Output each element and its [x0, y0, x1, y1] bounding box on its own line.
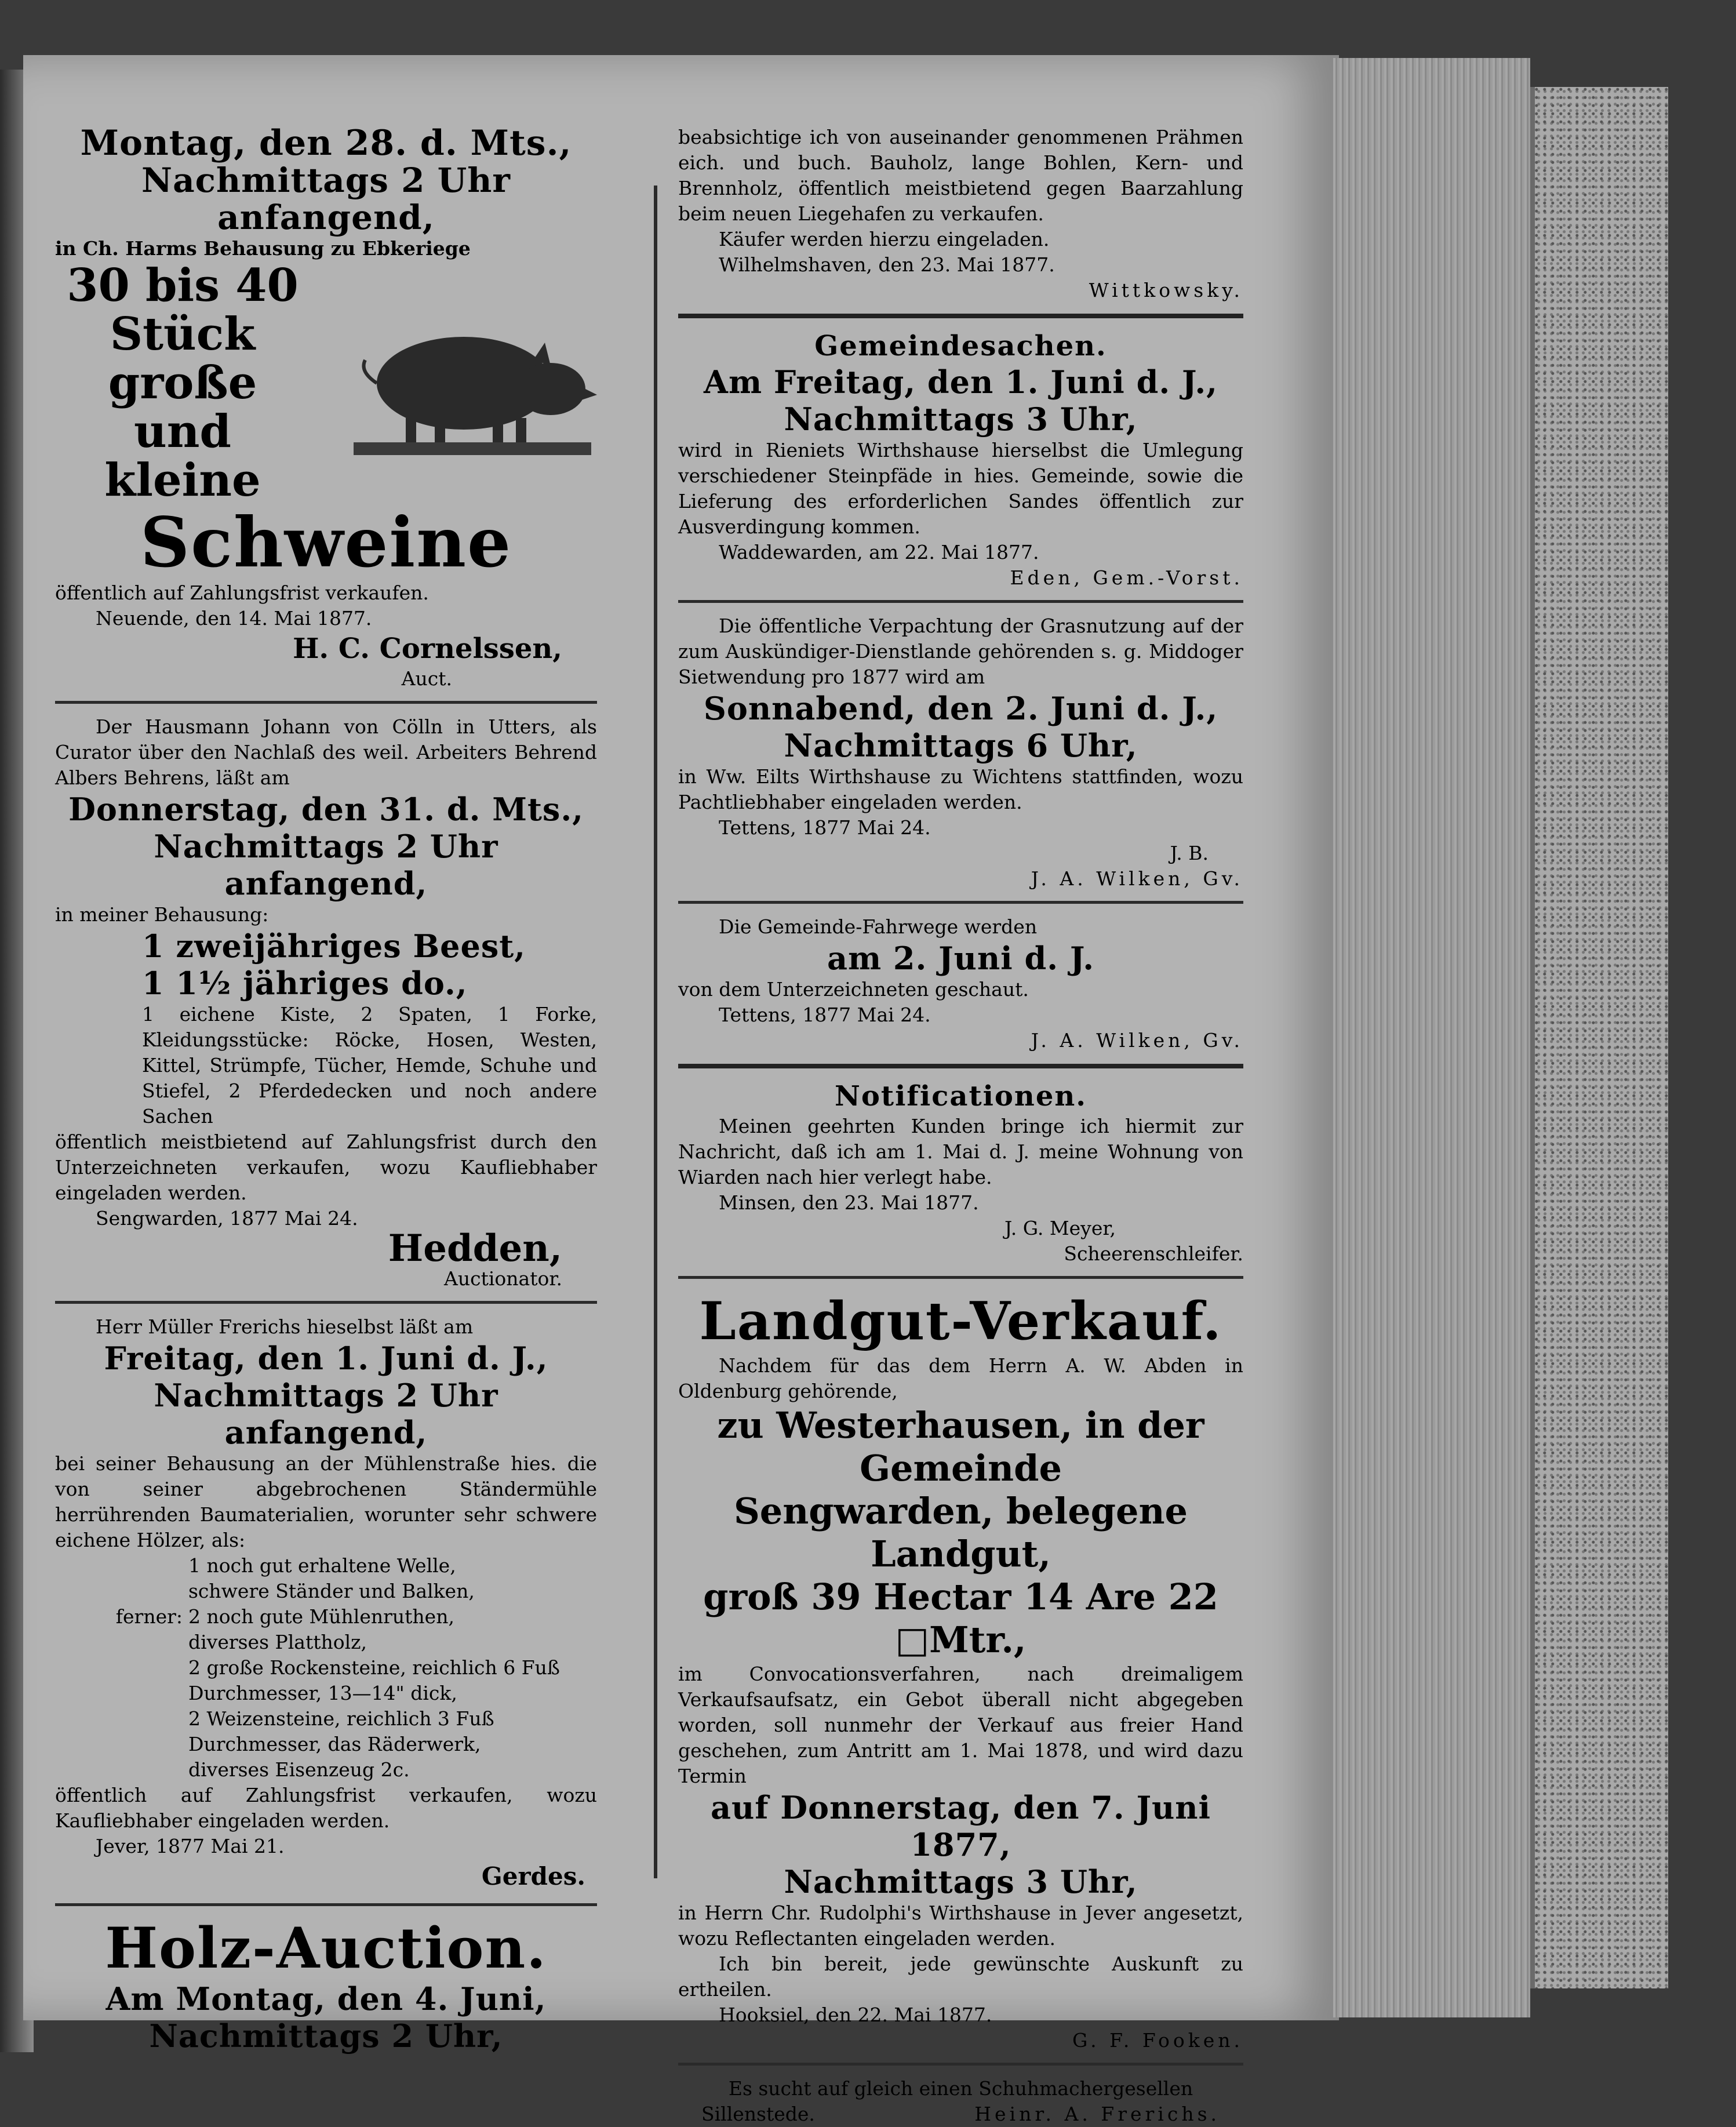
ad-separator — [55, 1301, 597, 1304]
ad-schweine — [55, 125, 597, 692]
ad-signature: Gerdes. — [481, 1862, 585, 1890]
ad-title-holz: Holz-Auction. — [105, 1915, 547, 1981]
ad-list-e: 2 große Rockensteine, reichlich 6 Fuß Durchmesser, 13—14" dick, — [188, 1656, 560, 1704]
ad-title-schweine: Schweine — [140, 502, 512, 583]
ad-signature: Wittkowsky. — [1089, 279, 1243, 301]
ad-place-date: Neuende, den 14. Mai 1877. — [96, 607, 372, 630]
ad-time-line: Nachmittags 2 Uhr anfangend, — [154, 1377, 498, 1451]
ad-place-date: Sengwarden, 1877 Mai 24. — [96, 1207, 358, 1230]
ad-item-2: 1 1½ jähriges do., — [142, 965, 468, 1002]
ad-body-2: in Herrn Chr. Rudolphi's Wirthshause in Jever angesetzt, wozu Reflectanten eingeladen werden. — [678, 1901, 1243, 1950]
ad-invite: Käufer werden hierzu eingeladen. — [719, 228, 1050, 250]
ad-time-line: Nachmittags 3 Uhr, — [784, 1863, 1138, 1900]
ad-place-date: Waddewarden, am 22. Mai 1877. — [719, 541, 1039, 563]
ad-place-date: Wilhelmshaven, den 23. Mai 1877. — [719, 253, 1055, 276]
ad-size: groß 39 Hectar 14 Are 22 □Mtr., — [703, 1576, 1218, 1661]
ad-date-line: Sonnabend, den 2. Juni d. J., — [703, 690, 1218, 727]
ad-place: Sillenstede. — [701, 2103, 815, 2125]
ad-intro: Der Hausmann Johann von Cölln in Utters, als Curator über den Nachlaß des weil. Arbeiters Behrend Albers Behrens, läßt am — [55, 715, 597, 789]
ad-intro: Herr Müller Frerichs hieselbst läßt am — [96, 1315, 474, 1338]
ad-separator — [678, 314, 1243, 318]
ad-time-line: Nachmittags 2 Uhr, — [149, 2017, 503, 2055]
ad-landgut — [678, 1289, 1243, 2053]
ad-und: und kleine — [104, 405, 261, 507]
ad-body: bei seiner Behausung an der Mühlenstraße hies. die von seiner abgebrochenen Ständermühle herrührenden Baumaterialien, worunter sehr schwere eichene Hölzer, als: — [55, 1452, 597, 1551]
ad-body-3: Ich bin bereit, jede gewünschte Auskunft zu ertheilen. — [678, 1953, 1243, 2001]
ad-role: Auct. — [401, 667, 452, 690]
ad-signature: Eden, Gem.-Vorst. — [1010, 566, 1243, 589]
ad-date-line: Am Freitag, den 1. Juni d. J., — [704, 363, 1218, 401]
ad-location-2: Sengwarden, belegene Landgut, — [733, 1490, 1188, 1575]
ad-intro: Nachdem für das dem Herrn A. W. Abden in Oldenburg gehörende, — [678, 1354, 1243, 1402]
ad-place-date: Tettens, 1877 Mai 24. — [719, 1003, 931, 1026]
ad-location: in Ch. Harms Behausung zu Ebkeriege — [55, 237, 471, 260]
ad-count: 30 bis 40 — [67, 259, 299, 312]
ad-date-line: auf Donnerstag, den 7. Juni 1877, — [710, 1789, 1211, 1863]
right-column — [678, 125, 1243, 2127]
ad-location: in meiner Behausung: — [55, 903, 269, 926]
ad-signature: Hedden, — [388, 1227, 562, 1270]
column-divider — [654, 186, 657, 1878]
ferner-label: ferner: — [115, 1605, 183, 1628]
ad-time-line: Nachmittags 2 Uhr anfangend, — [141, 161, 511, 237]
section-heading: Gemeindesachen. — [814, 330, 1107, 362]
ad-body: Die öffentliche Verpachtung der Grasnutzung auf der zum Auskündiger-Dienstlande gehörenden s. g. Middoger Sietwendung pro 1877 wird am — [678, 615, 1243, 688]
ad-body: öffentlich auf Zahlungsfrist verkaufen. — [55, 581, 429, 604]
ad-verpachtung — [678, 613, 1243, 892]
ad-list-b: schwere Ständer und Balken, — [188, 1580, 475, 1602]
ad-schuhmacher — [678, 2076, 1243, 2127]
ad-time-line: Nachmittags 6 Uhr, — [784, 727, 1138, 764]
ad-place-date: Minsen, den 23. Mai 1877. — [719, 1191, 979, 1214]
ad-body: beabsichtige ich von auseinander genommenen Prähmen eich. und buch. Bauholz, lange Bohlen, Kern- und Brennholz, öffentlich meistbietend gegen Baarzahlung beim neuen Liegehafen zu verkaufen. — [678, 126, 1243, 225]
ad-list-c: 2 noch gute Mühlenruthen, — [188, 1605, 454, 1628]
ad-signature: Heinr. A. Frerichs. — [974, 2103, 1220, 2125]
ad-holz-auction — [55, 1917, 597, 2055]
ferner-row — [55, 1604, 597, 1630]
ad-signature: G. F. Fooken. — [1072, 2029, 1243, 2052]
ad-intro: Die Gemeinde-Fahrwege werden — [719, 915, 1038, 938]
ad-body: von dem Unterzeichneten geschaut. — [678, 978, 1029, 1001]
page-stack-edge — [1333, 58, 1530, 2017]
ad-signature: H. C. Cornelssen, — [293, 632, 562, 665]
ad-role: Auctionator. — [444, 1267, 562, 1290]
section-heading: Notificationen. — [835, 1080, 1087, 1112]
ad-title-landgut: Landgut-Verkauf. — [699, 1290, 1222, 1352]
ad-place-date: Jever, 1877 Mai 21. — [96, 1835, 285, 1857]
ad-fahrwege — [678, 914, 1243, 1053]
pig-illustration — [342, 308, 597, 459]
ad-date-line: am 2. Juni d. J. — [827, 940, 1094, 977]
ad-body: Es sucht auf gleich einen Schuhmachergesellen — [728, 2077, 1193, 2100]
ad-gemeindesachen — [678, 329, 1243, 591]
left-column — [55, 125, 597, 2055]
ad-date-line: Am Montag, den 4. Juni, — [105, 1980, 547, 2017]
ad-body: öffentlich meistbietend auf Zahlungsfrist durch den Unterzeichneten verkaufen, wozu Kaufliebhaber eingeladen werden. — [55, 1130, 597, 1204]
ad-body: öffentlich auf Zahlungsfrist verkaufen, wozu Kaufliebhaber eingeladen werden. — [55, 1784, 597, 1832]
ad-separator — [678, 2063, 1243, 2066]
ad-time-line: Nachmittags 3 Uhr, — [784, 401, 1138, 438]
ad-body: Meinen geehrten Kunden bringe ich hiermit zur Nachricht, daß ich am 1. Mai d. J. meine Wohnung von Wiarden nach hier verlegt habe. — [678, 1115, 1243, 1188]
ad-place-date: Hooksiel, den 22. Mai 1877. — [719, 2004, 992, 2026]
ad-time-line: Nachmittags 2 Uhr anfangend, — [154, 828, 498, 902]
pig-row — [55, 261, 597, 505]
ad-signature-1: J. B. — [1170, 842, 1209, 864]
book-cover — [1530, 87, 1668, 1988]
ad-separator — [678, 600, 1243, 603]
ad-body: wird in Rieniets Wirthshause hierselbst die Umlegung verschiedener Steinpfäde in hies. Gemeinde, sowie die Lieferung des erforderlichen Sandes öffentlich zur Ausverdingung kommen. — [678, 439, 1243, 538]
ad-separator — [678, 1064, 1243, 1068]
ad-separator — [55, 1903, 597, 1906]
ad-behrens — [55, 714, 597, 1292]
ad-body: im Convocationsverfahren, nach dreimaligem Verkaufsaufsatz, ein Gebot überall nicht abgegeben worden, soll nunmehr der Verkauf aus freier Hand geschehen, zum Antritt am 1. Mai 1878, und wird dazu Termin — [678, 1663, 1243, 1787]
ad-details: 1 eichene Kiste, 2 Spaten, 1 Forke, Kleidungsstücke: Röcke, Hosen, Westen, Kittel, Strümpfe, Tücher, Hemde, Schuhe und Stiefel, 2 Pferdedecken und noch andere Sachen — [142, 1003, 597, 1128]
pig-text — [55, 261, 310, 505]
ad-notificationen — [678, 1079, 1243, 1267]
ad-date-line: Donnerstag, den 31. d. Mts., — [68, 791, 584, 828]
ad-footer-row — [678, 2101, 1243, 2127]
ad-item-1: 1 zweijähriges Beest, — [142, 928, 526, 965]
ad-location-1: zu Westerhausen, in der Gemeinde — [717, 1404, 1204, 1489]
ad-separator — [678, 1276, 1243, 1279]
ad-signature-2: J. A. Wilken, Gv. — [1031, 867, 1243, 890]
ad-list-f: 2 Weizensteine, reichlich 3 Fuß Durchmesser, das Räderwerk, — [188, 1707, 494, 1755]
ad-list-g: diverses Eisenzeug 2c. — [188, 1758, 410, 1781]
ad-place-date: Tettens, 1877 Mai 24. — [719, 816, 931, 839]
ad-wittkowsky — [678, 125, 1243, 303]
ad-date-line: Freitag, den 1. Juni d. J., — [104, 1340, 548, 1377]
ad-separator — [678, 901, 1243, 904]
ad-role: Scheerenschleifer. — [1064, 1242, 1243, 1265]
ad-separator — [55, 701, 597, 704]
ad-signature: J. G. Meyer, — [1005, 1217, 1116, 1239]
ad-list-d: diverses Plattholz, — [188, 1631, 367, 1653]
ad-stueck: Stück große — [108, 308, 257, 409]
ad-list-a: 1 noch gut erhaltene Welle, — [188, 1554, 456, 1577]
ad-frerichs — [55, 1314, 597, 1894]
ad-body-2: in Ww. Eilts Wirthshause zu Wichtens stattfinden, wozu Pachtliebhaber eingeladen werden. — [678, 765, 1243, 813]
ad-signature: J. A. Wilken, Gv. — [1031, 1029, 1243, 1052]
ad-date-line: Montag, den 28. d. Mts., — [80, 123, 572, 163]
